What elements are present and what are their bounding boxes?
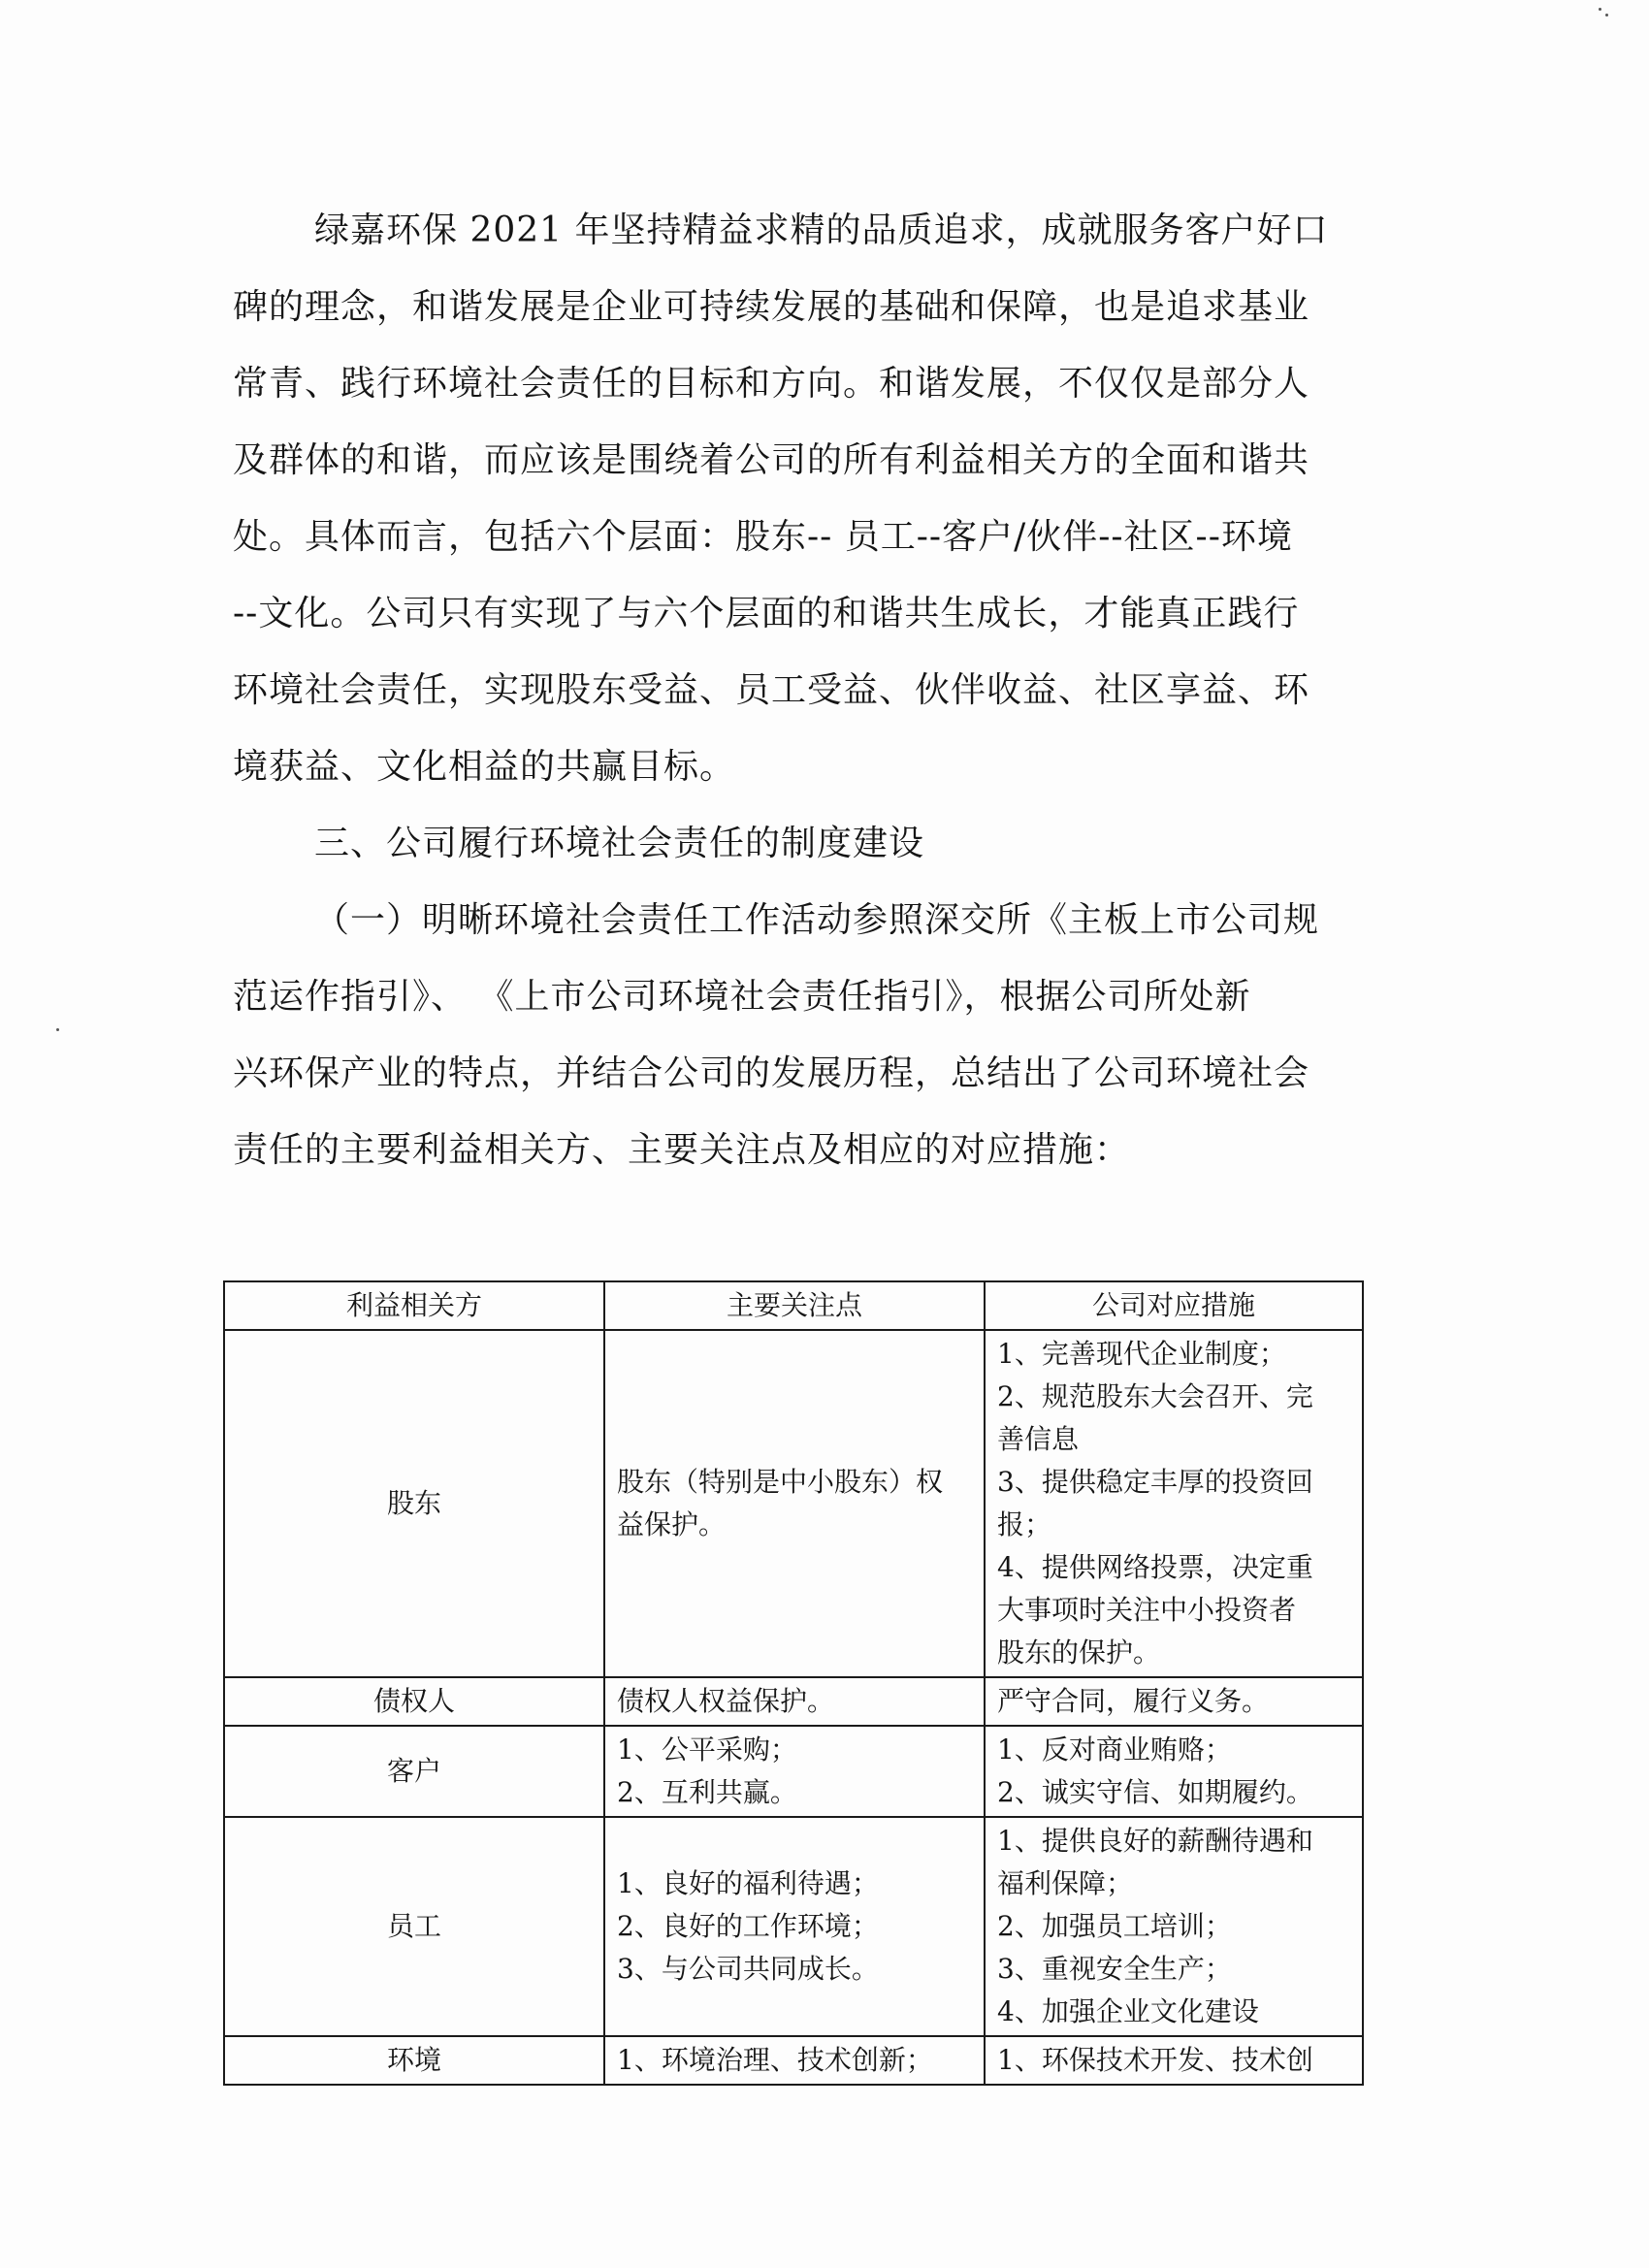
- paragraph-line: （一）明晰环境社会责任工作活动参照深交所《主板上市公司规: [314, 900, 1320, 940]
- cell-measures: [985, 1726, 1363, 1817]
- body-text: [233, 192, 1377, 1188]
- header-concerns: 主要关注点: [604, 1281, 985, 1330]
- paragraph-line: --文化。公司只有实现了与六个层面的和谐共生成长，才能真正践行: [233, 594, 1300, 633]
- cell-measures: [985, 1817, 1363, 2036]
- cell-concerns: [604, 1330, 985, 1677]
- paragraph-line: 环境社会责任，实现股东受益、员工受益、伙伴收益、社区享益、环: [233, 670, 1310, 710]
- paragraph-line: 常青、践行环境社会责任的目标和方向。和谐发展，不仅仅是部分人: [233, 364, 1310, 404]
- stakeholder-table: [223, 1280, 1364, 2086]
- concern-line: 1、公平采购；: [617, 1733, 797, 1766]
- cell-concerns: [604, 1817, 985, 2036]
- paragraph-line: 兴环保产业的特点，并结合公司的发展历程，总结出了公司环境社会: [233, 1053, 1310, 1093]
- section-heading: 三、公司履行环境社会责任的制度建设: [314, 824, 925, 863]
- concern-line: 1、良好的福利待遇；: [617, 1867, 879, 1899]
- cell-concerns: [604, 1726, 985, 1817]
- measure-line: 2、加强员工培训；: [997, 1910, 1232, 1942]
- measure-line: 福利保障；: [997, 1867, 1134, 1899]
- cell-concerns: [604, 1677, 985, 1726]
- measure-line: 股东的保护。: [997, 1636, 1161, 1669]
- scan-speck: [1605, 14, 1608, 16]
- measure-line: 4、加强企业文化建设: [997, 1995, 1259, 2027]
- concern-line: 3、与公司共同成长。: [617, 1953, 879, 1985]
- concern-line: 1、环境治理、技术创新；: [617, 2044, 933, 2076]
- concern-line: 2、良好的工作环境；: [617, 1910, 879, 1942]
- measure-line: 1、反对商业贿赂；: [997, 1733, 1232, 1766]
- paragraph-line: 境获益、文化相益的共赢目标。: [233, 747, 736, 787]
- measure-line: 1、环保技术开发、技术创: [997, 2044, 1313, 2076]
- measure-line: 善信息: [997, 1423, 1080, 1455]
- concern-line: 益保护。: [617, 1508, 727, 1540]
- table-row: [224, 1726, 1363, 1817]
- cell-stakeholder: 员工: [224, 1817, 604, 2036]
- table-row: [224, 1677, 1363, 1726]
- table-row: [224, 2036, 1363, 2085]
- measure-line: 2、诚实守信、如期履约。: [997, 1776, 1313, 1808]
- header-stakeholder: 利益相关方: [224, 1281, 604, 1330]
- measure-line: 3、提供稳定丰厚的投资回: [997, 1466, 1313, 1498]
- paragraph-line: 绿嘉环保 2021 年坚持精益求精的品质追求，成就服务客户好口: [314, 211, 1329, 250]
- cell-stakeholder: 股东: [224, 1330, 604, 1677]
- measure-line: 大事项时关注中小投资者: [997, 1594, 1297, 1626]
- measure-line: 严守合同，履行义务。: [997, 1685, 1270, 1717]
- concern-line: 股东（特别是中小股东）权: [617, 1466, 944, 1498]
- cell-measures: [985, 1330, 1363, 1677]
- measure-line: 3、重视安全生产；: [997, 1953, 1232, 1985]
- measure-line: 1、完善现代企业制度；: [997, 1338, 1286, 1370]
- cell-stakeholder: 环境: [224, 2036, 604, 2085]
- concern-line: 债权人权益保护。: [617, 1685, 835, 1717]
- paragraph-line: 责任的主要利益相关方、主要关注点及相应的对应措施：: [233, 1130, 1131, 1170]
- cell-concerns: [604, 2036, 985, 2085]
- measure-line: 4、提供网络投票，决定重: [997, 1551, 1313, 1583]
- paragraph-line: 及群体的和谐，而应该是围绕着公司的所有利益相关方的全面和谐共: [233, 440, 1310, 480]
- table-row: [224, 1330, 1363, 1677]
- paragraph-line: 范运作指引》、 《上市公司环境社会责任指引》，根据公司所处新: [233, 977, 1251, 1017]
- measure-line: 报；: [997, 1508, 1052, 1540]
- measure-line: 2、规范股东大会召开、完: [997, 1380, 1313, 1412]
- paragraph-line: 碑的理念，和谐发展是企业可持续发展的基础和保障，也是追求基业: [233, 287, 1310, 327]
- paragraph-line: 处。具体而言，包括六个层面：股东-- 员工--客户/伙伴--社区--环境: [233, 517, 1293, 557]
- table-header-row: [224, 1281, 1363, 1330]
- cell-stakeholder: 债权人: [224, 1677, 604, 1726]
- concern-line: 2、互利共赢。: [617, 1776, 797, 1808]
- measure-line: 1、提供良好的薪酬待遇和: [997, 1825, 1313, 1857]
- table-row: [224, 1817, 1363, 2036]
- scan-speck: [56, 1028, 59, 1031]
- scan-speck: [1599, 8, 1601, 11]
- cell-measures: [985, 2036, 1363, 2085]
- cell-stakeholder: 客户: [224, 1726, 604, 1817]
- header-measures: 公司对应措施: [985, 1281, 1363, 1330]
- cell-measures: [985, 1677, 1363, 1726]
